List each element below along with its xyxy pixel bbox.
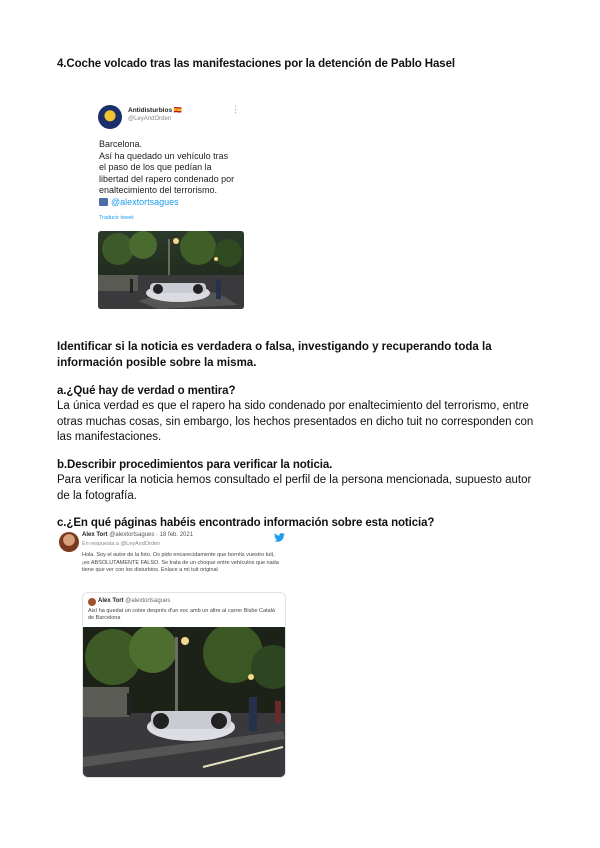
tweet-text-line: el paso de los que pedían la xyxy=(99,162,212,173)
question-b-title: b.Describir procedimientos para verificar la noticia. xyxy=(57,459,333,471)
quoted-author-handle: @alextortsagues xyxy=(125,598,171,604)
tweet-text: Hola. Soy el autor de la foto. Os pido encarecidamente que borréis vuestro tuit, ¡es ABSOLUTAMENTE FALSO. Se trata de un choque entre vehículos que nada tiene que ver con los disturbios. Enlace a mi tuit original xyxy=(82,552,279,574)
twitter-bird-icon xyxy=(274,533,285,542)
mention-text: @alextortsagues xyxy=(111,197,179,207)
tweet-text xyxy=(99,139,249,197)
more-options-icon: ⋮ xyxy=(231,104,240,114)
tweet-text-line: Así ha quedado un vehículo tras xyxy=(99,150,229,161)
quoted-author xyxy=(98,598,170,604)
question-a-title: a.¿Qué hay de verdad o mentira? xyxy=(57,385,236,397)
instruction-text: Identificar si la noticia es verdadera o falsa, investigando y recuperando toda la información posible sobre la misma. xyxy=(57,341,492,369)
tweet-text-line: libertad del rapero condenado por xyxy=(99,173,235,184)
question-c-title: c.¿En qué páginas habéis encontrado información sobre esta noticia? xyxy=(57,517,435,529)
avatar xyxy=(88,598,96,606)
translate-link: Traducir tweet xyxy=(99,215,134,221)
reply-to: En respuesta a @LeyAndOrden xyxy=(82,541,161,547)
tweet-mention-link xyxy=(99,197,179,207)
tweet-text-line: Barcelona. xyxy=(99,139,143,149)
overturned-car-photo xyxy=(83,627,285,778)
tweet-account-name: Antidisturbios 🇪🇸 xyxy=(128,107,182,114)
tweet-screenshot-1 xyxy=(96,102,248,286)
quoted-author-name: Alex Tort xyxy=(98,598,124,604)
avatar xyxy=(59,532,79,552)
quoted-text: Així ha quedat un cotxe després d'un xoc amb un altre al carrer Bisbe Catalá de Barcelona xyxy=(88,608,275,622)
tweet-text-line: enaltecimiento del terrorismo. xyxy=(99,185,218,196)
question-b-answer: Para verificar la noticia hemos consultado el perfil de la persona mencionada, supuesto autor de la fotografía. xyxy=(57,474,532,502)
question-a-answer: La única verdad es que el rapero ha sido condenado por enaltecimiento del terrorismo, entre otras muchas cosas, sin embargo, los hechos presentados en dicho tuit no corresponden con las manifestaciones. xyxy=(57,400,534,443)
tweet-handle: @LeyAndOrden xyxy=(128,116,172,122)
section-title: 4.Coche volcado tras las manifestaciones por la detención de Pablo Hasel xyxy=(57,58,455,70)
tweet-screenshot-2 xyxy=(57,530,293,780)
quoted-tweet xyxy=(82,592,286,778)
tweet-author xyxy=(82,532,193,538)
overturned-car-photo xyxy=(98,231,244,309)
camera-icon xyxy=(99,198,108,206)
author-name: Alex Tort xyxy=(82,532,108,538)
author-meta: @alextortsagues · 18 feb. 2021 xyxy=(109,532,194,538)
avatar xyxy=(98,105,122,129)
